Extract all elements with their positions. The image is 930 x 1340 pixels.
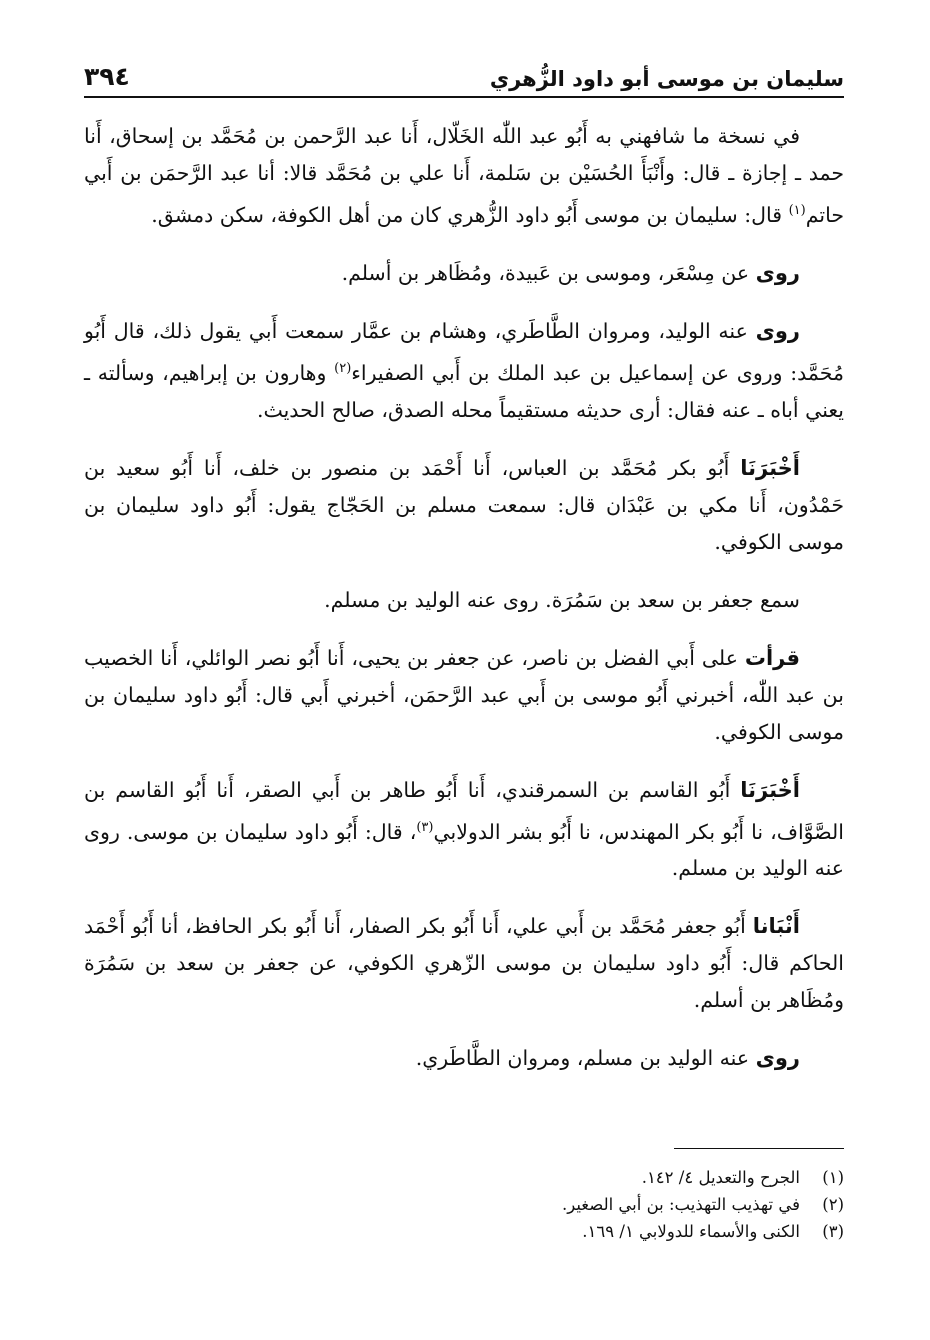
footnote-text: الجرح والتعديل ٤/ ١٤٢. bbox=[641, 1168, 800, 1187]
paragraph-text-cont: قال: سليمان بن موسى أَبُو داود الزُّهري كان من أهل الكوفة، سكن دمشق. bbox=[151, 202, 789, 227]
paragraph-text: أَبُو بكر مُحَمَّد بن العباس، أَنا أَحْمَد بن منصور بن خلف، أَنا أَبُو سعيد بن حَمْدُون، أَنا مكي بن عَبْدَان قال: سمعت مسلم بن الحَجّاج يقول: أَبُو داود سليمان بن موسى الكوفي. bbox=[84, 455, 844, 554]
paragraph-lead-word: روى bbox=[755, 318, 800, 343]
paragraph-text-cont: ، قال: أَبُو داود سليمان بن موسى. روى عنه الوليد بن مسلم. bbox=[84, 819, 844, 881]
footnote-ref: (١) bbox=[788, 203, 806, 218]
footnotes bbox=[84, 1164, 844, 1245]
footnote-ref: (٢) bbox=[334, 360, 352, 376]
footnote-ref: (٣) bbox=[416, 819, 434, 835]
paragraph-lead-word: أَنْبَانا bbox=[752, 914, 800, 939]
footnote-text: في تهذيب التهذيب: بن أبي الصغير. bbox=[561, 1195, 800, 1214]
paragraph-text: في نسخة ما شافهني به أَبُو عبد اللّٰه الخَلّال، أَنا عبد الرَّحمن بن مُحَمَّد بن إسحاق، أَنا حمد ـ إجازة ـ قال: وأَنْبَأَ الحُسَيْن بن سَلمة، أَنا علي بن مُحَمَّد قالا: أنا عبد الرَّحمَن بن أَبي حاتم bbox=[84, 124, 844, 227]
footnote-text: الكنى والأسماء للدولابي ١/ ١٦٩. bbox=[582, 1222, 800, 1241]
paragraph-text-cont: وهارون بن إبراهيم، وسألته ـ يعني أباه ـ عنه فقال: أرى حديثه مستقيماً محله الصدق، صالح الحديث. bbox=[84, 360, 844, 422]
footnote bbox=[84, 1191, 844, 1218]
footnote bbox=[84, 1164, 844, 1191]
paragraph bbox=[84, 1040, 844, 1077]
paragraph bbox=[84, 255, 844, 292]
footnote-number: (٣) bbox=[822, 1222, 844, 1241]
paragraph-lead-word: قرأت bbox=[744, 645, 800, 670]
paragraph-lead-word: روى bbox=[755, 1046, 800, 1071]
paragraph bbox=[84, 118, 844, 234]
page-header bbox=[84, 52, 844, 98]
paragraph-text: عن مِسْعَر، وموسى بن عَبيدة، ومُظَاهر بن أسلم. bbox=[341, 260, 756, 285]
paragraph bbox=[84, 772, 844, 888]
paragraph-lead-word: أَخْبَرَنَا bbox=[740, 777, 800, 802]
footnote-number: (٢) bbox=[822, 1195, 844, 1214]
main-text bbox=[84, 118, 844, 1098]
paragraph-text: أَبُو جعفر مُحَمَّد بن أَبي علي، أَنا أَبُو بكر الصفار، أَنا أَبُو بكر الحافظ، أنا أَبُو أَحْمَد الحاكم قال: أَبُو داود سليمان بن موسى الزّهري الكوفي، عن جعفر بن سعد بن سَمُرَة ومُظَاهر بن أسلم. bbox=[84, 914, 844, 1013]
footnote-divider bbox=[674, 1148, 844, 1149]
paragraph-text: سمع جعفر بن سعد بن سَمُرَة. روى عنه الوليد بن مسلم. bbox=[324, 587, 800, 612]
paragraph bbox=[84, 582, 844, 619]
paragraph bbox=[84, 640, 844, 751]
paragraph-lead-word: أَخْبَرَنَا bbox=[740, 455, 800, 480]
paragraph-text: على أَبي الفضل بن ناصر، عن جعفر بن يحيى، أَنا أَبُو نصر الوائلي، أَنا الخصيب بن عبد اللّٰه، أخبرني أَبُو موسى بن أَبي عبد الرَّحمَن، أخبرني أَبي قال: أَبُو داود سليمان بن موسى الكوفي. bbox=[84, 645, 844, 744]
running-title: سليمان بن موسى أبو داود الزُّهري bbox=[489, 67, 844, 91]
page-number: ٣٩٤ bbox=[84, 62, 130, 91]
footnote-number: (١) bbox=[822, 1168, 844, 1187]
paragraph bbox=[84, 313, 844, 429]
paragraph-text: عنه الوليد، ومروان الطَّاطَري، وهشام بن عمَّار سمعت أَبي يقول ذلك، قال أَبُو مُحَمَّد: وروى عن إسماعيل بن عبد الملك بن أَبي الصفيراء bbox=[84, 318, 844, 385]
paragraph-lead-word: روى bbox=[755, 260, 800, 285]
paragraph-text: أَبُو القاسم بن السمرقندي، أَنا أَبُو طاهر بن أَبي الصقر، أَنا أَبُو القاسم بن الصَّوَّاف، نا أَبُو بكر المهندس، نا أَبُو بشر الدولابي bbox=[84, 777, 844, 844]
paragraph-text: عنه الوليد بن مسلم، ومروان الطَّاطَري. bbox=[415, 1046, 756, 1071]
paragraph bbox=[84, 450, 844, 561]
paragraph bbox=[84, 908, 844, 1019]
footnote bbox=[84, 1218, 844, 1245]
